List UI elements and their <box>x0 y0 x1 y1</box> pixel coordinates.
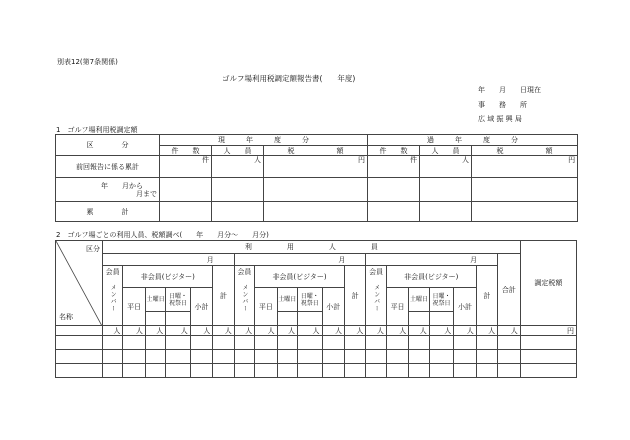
row-label-period <box>56 178 160 202</box>
name-cell[interactable] <box>56 350 103 364</box>
data-cell[interactable] <box>366 350 386 364</box>
data-cell[interactable] <box>498 364 521 378</box>
appendix-label: 別表12(第7条関係) <box>57 58 118 66</box>
data-cell[interactable] <box>520 336 576 350</box>
unit-cell: 人 <box>102 326 122 336</box>
section1-title: 1 ゴルフ場利用税調定額 <box>56 126 138 134</box>
data-cell[interactable] <box>102 364 122 378</box>
data-cell[interactable] <box>123 336 145 350</box>
table-row <box>56 350 577 364</box>
data-cell[interactable] <box>145 350 165 364</box>
data-cell[interactable] <box>429 336 454 350</box>
data-cell[interactable] <box>498 350 521 364</box>
sum-header: 計 <box>213 266 234 326</box>
unit-cell: 人 <box>476 326 497 336</box>
data-cell[interactable] <box>420 178 472 202</box>
unit-cell: 人 <box>166 326 191 336</box>
holiday-header: 日曜・祝祭日 <box>429 288 454 312</box>
subtotal-header: 小計 <box>322 288 344 326</box>
data-cell[interactable] <box>166 336 191 350</box>
data-cell[interactable] <box>166 364 191 378</box>
saturday-header: 土曜日 <box>409 288 429 312</box>
spacer-cell <box>429 312 454 326</box>
document-title: ゴルフ場利用税調定額報告書( 年度) <box>222 74 356 83</box>
unit-cell: 人 <box>420 156 472 178</box>
name-cell[interactable] <box>56 364 103 378</box>
sub-header-tax: 税 額 <box>472 146 578 156</box>
member-sub: メンバー <box>372 284 380 312</box>
data-cell[interactable] <box>498 336 521 350</box>
office-label: 事 務 所 <box>478 101 527 109</box>
unit-cell: 人 <box>366 326 386 336</box>
data-cell[interactable] <box>420 202 472 222</box>
data-cell[interactable] <box>454 336 476 350</box>
sub-header-persons: 人 員 <box>420 146 472 156</box>
data-cell[interactable] <box>255 364 277 378</box>
sub-header-count: 件 数 <box>368 146 420 156</box>
data-cell[interactable] <box>366 364 386 378</box>
data-cell[interactable] <box>277 350 297 364</box>
table-row <box>56 364 577 378</box>
data-cell[interactable] <box>476 336 497 350</box>
member-label: 会員 <box>237 268 252 276</box>
date-line: 年 月 日現在 <box>478 86 541 94</box>
data-cell[interactable] <box>264 202 368 222</box>
data-cell[interactable] <box>386 350 408 364</box>
data-cell[interactable] <box>213 350 234 364</box>
spacer-cell <box>409 312 429 326</box>
spacer-cell <box>166 312 191 326</box>
data-cell[interactable] <box>386 364 408 378</box>
data-cell[interactable] <box>264 178 368 202</box>
month-header: 月 <box>366 254 498 266</box>
data-cell[interactable] <box>386 336 408 350</box>
usage-persons-header: 利 用 人 員 <box>102 241 520 254</box>
weekday-header: 平日 <box>386 288 408 326</box>
name-cell[interactable] <box>56 336 103 350</box>
table-row <box>56 336 577 350</box>
data-cell[interactable] <box>255 336 277 350</box>
data-cell[interactable] <box>145 336 165 350</box>
subtotal-header: 小計 <box>454 288 476 326</box>
data-cell[interactable] <box>409 336 429 350</box>
spacer-cell <box>298 312 323 326</box>
unit-cell: 人 <box>255 326 277 336</box>
holiday-header: 日曜・祝祭日 <box>298 288 323 312</box>
data-cell[interactable] <box>344 336 365 350</box>
data-cell[interactable] <box>166 350 191 364</box>
data-cell[interactable] <box>298 336 323 350</box>
data-cell[interactable] <box>322 364 344 378</box>
bureau-label: 広 域 振 興 局 <box>478 115 522 123</box>
saturday-header: 土曜日 <box>145 288 165 312</box>
unit-cell: 人 <box>212 156 264 178</box>
data-cell[interactable] <box>102 350 122 364</box>
unit-cell: 人 <box>277 326 297 336</box>
data-cell[interactable] <box>409 350 429 364</box>
name-cell[interactable] <box>56 326 103 336</box>
data-cell[interactable] <box>409 364 429 378</box>
unit-cell: 円 <box>264 156 368 178</box>
header-past-year: 過 年 度 分 <box>368 135 578 146</box>
data-cell[interactable] <box>298 364 323 378</box>
sub-header-tax: 税 額 <box>264 146 368 156</box>
data-cell[interactable] <box>213 364 234 378</box>
data-cell[interactable] <box>234 350 254 364</box>
data-cell[interactable] <box>212 202 264 222</box>
tax-assessment-table <box>55 134 578 222</box>
unit-cell: 人 <box>454 326 476 336</box>
unit-cell: 人 <box>386 326 408 336</box>
data-cell[interactable] <box>472 178 578 202</box>
data-cell[interactable] <box>102 336 122 350</box>
member-sub: メンバー <box>240 284 248 312</box>
unit-cell: 件 <box>160 156 212 178</box>
data-cell[interactable] <box>368 202 420 222</box>
data-cell[interactable] <box>190 336 212 350</box>
data-cell[interactable] <box>234 364 254 378</box>
month-header: 月 <box>102 254 234 266</box>
spacer-cell <box>277 312 297 326</box>
data-cell[interactable] <box>160 178 212 202</box>
unit-cell: 人 <box>344 326 365 336</box>
saturday-header: 土曜日 <box>277 288 297 312</box>
visitor-header: 非会員(ビジター) <box>123 266 213 288</box>
period-to: 月まで <box>136 189 157 198</box>
row-label-total: 累 計 <box>56 202 160 222</box>
row-label-previous: 前回報告に係る累計 <box>56 156 160 178</box>
unit-row <box>56 326 577 336</box>
unit-cell: 人 <box>234 326 254 336</box>
data-cell[interactable] <box>429 364 454 378</box>
data-cell[interactable] <box>213 336 234 350</box>
month-header: 月 <box>234 254 366 266</box>
sum-header: 計 <box>476 266 497 326</box>
data-cell[interactable] <box>472 202 578 222</box>
unit-cell: 人 <box>123 326 145 336</box>
sum-header: 計 <box>344 266 365 326</box>
unit-cell: 人 <box>145 326 165 336</box>
data-cell[interactable] <box>212 178 264 202</box>
data-cell[interactable] <box>520 364 576 378</box>
header-kubun: 区 分 <box>56 135 160 156</box>
data-cell[interactable] <box>454 350 476 364</box>
unit-cell: 人 <box>322 326 344 336</box>
holiday-header: 日曜・祝祭日 <box>166 288 191 312</box>
data-cell[interactable] <box>255 350 277 364</box>
member-header <box>366 266 386 326</box>
data-cell[interactable] <box>368 178 420 202</box>
member-sub: メンバー <box>109 284 117 312</box>
assessed-tax-header: 調定税額 <box>520 241 576 326</box>
sub-header-persons: 人 員 <box>212 146 264 156</box>
visitor-header: 非会員(ビジター) <box>386 266 476 288</box>
member-header <box>102 266 122 326</box>
data-cell[interactable] <box>454 364 476 378</box>
data-cell[interactable] <box>145 364 165 378</box>
data-cell[interactable] <box>277 364 297 378</box>
unit-cell: 人 <box>298 326 323 336</box>
unit-cell: 人 <box>213 326 234 336</box>
unit-cell: 人 <box>409 326 429 336</box>
unit-cell: 円 <box>472 156 578 178</box>
section2-title: 2 ゴルフ場ごとの利用人員、税額調べ( 年 月分～ 月分) <box>56 231 269 239</box>
kubun-name-diagonal-cell <box>56 241 103 326</box>
unit-cell: 件 <box>368 156 420 178</box>
member-label: 会員 <box>105 268 120 276</box>
visitor-header: 非会員(ビジター) <box>255 266 345 288</box>
unit-cell: 円 <box>520 326 576 336</box>
unit-cell: 人 <box>498 326 521 336</box>
data-cell[interactable] <box>234 336 254 350</box>
weekday-header: 平日 <box>123 288 145 326</box>
data-cell[interactable] <box>476 350 497 364</box>
data-cell[interactable] <box>344 364 365 378</box>
data-cell[interactable] <box>366 336 386 350</box>
unit-cell: 人 <box>429 326 454 336</box>
period-from: 年 月から <box>101 181 143 190</box>
data-cell[interactable] <box>322 350 344 364</box>
data-cell[interactable] <box>123 350 145 364</box>
golf-course-usage-table <box>55 240 577 378</box>
grand-total-header: 合計 <box>498 254 521 326</box>
weekday-header: 平日 <box>255 288 277 326</box>
subtotal-header: 小計 <box>190 288 212 326</box>
header-current-year: 現 年 度 分 <box>160 135 368 146</box>
data-cell[interactable] <box>123 364 145 378</box>
data-cell[interactable] <box>344 350 365 364</box>
sub-header-count: 件 数 <box>160 146 212 156</box>
spacer-cell <box>145 312 165 326</box>
data-cell[interactable] <box>520 350 576 364</box>
data-cell[interactable] <box>160 202 212 222</box>
kubun-label: 区分 <box>85 245 100 253</box>
data-cell[interactable] <box>277 336 297 350</box>
data-cell[interactable] <box>476 364 497 378</box>
data-cell[interactable] <box>190 350 212 364</box>
name-label: 名称 <box>59 313 73 321</box>
data-cell[interactable] <box>322 336 344 350</box>
unit-cell: 人 <box>190 326 212 336</box>
data-cell[interactable] <box>429 350 454 364</box>
data-cell[interactable] <box>190 364 212 378</box>
member-label: 会員 <box>369 268 384 276</box>
data-cell[interactable] <box>298 350 323 364</box>
member-header <box>234 266 254 326</box>
